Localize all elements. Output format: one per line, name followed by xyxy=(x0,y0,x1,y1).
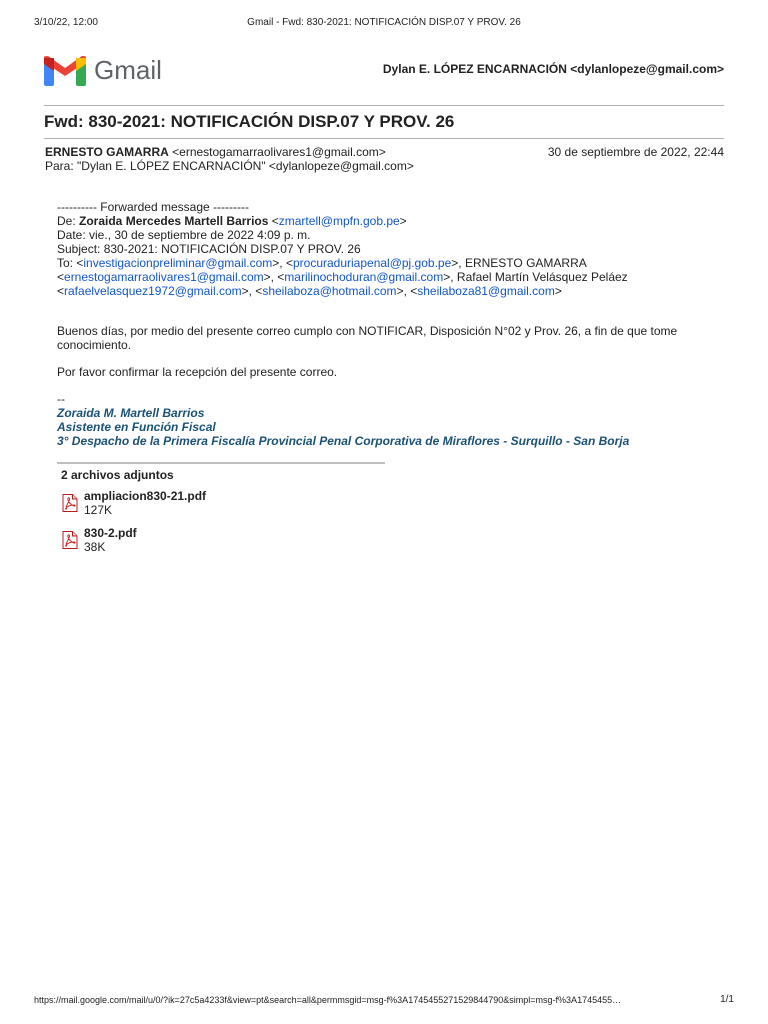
attachments-divider xyxy=(57,462,385,464)
gmail-wordmark: Gmail xyxy=(94,55,162,85)
message-date: 30 de septiembre de 2022, 22:44 xyxy=(547,145,724,159)
to-email-link-6[interactable]: sheilaboza@hotmail.com xyxy=(262,284,397,298)
forwarded-marker: ---------- Forwarded message --------- xyxy=(57,200,249,214)
attachment-size: 38K xyxy=(84,540,106,554)
attachment-item[interactable] xyxy=(62,526,262,556)
gmail-logo-icon xyxy=(44,56,86,86)
sender-name: ERNESTO GAMARRA xyxy=(45,145,169,159)
divider-top xyxy=(44,105,724,106)
from-label: De: xyxy=(57,214,80,228)
from-name: Zoraida Mercedes Martell Barrios xyxy=(79,214,269,228)
attachment-name[interactable]: ampliacion830-21.pdf xyxy=(84,489,207,503)
to-label: To: xyxy=(57,256,77,270)
body-paragraph-2: Por favor confirmar la recepción del presente correo. xyxy=(57,365,338,379)
signature-name: Zoraida M. Martell Barrios xyxy=(57,406,205,420)
attachment-name[interactable]: 830-2.pdf xyxy=(84,526,137,540)
pdf-icon xyxy=(62,494,78,512)
attachments-heading: 2 archivos adjuntos xyxy=(61,468,174,482)
signature-title: Asistente en Función Fiscal xyxy=(57,420,216,434)
forwarded-subject: Subject: 830-2021: NOTIFICACIÓN DISP.07 Y PROV. 26 xyxy=(57,242,361,256)
to-email-link-1[interactable]: investigacionpreliminar@gmail.com xyxy=(83,256,273,270)
signature-separator: -- xyxy=(57,392,65,406)
body-paragraph-1-line-2: conocimiento. xyxy=(57,338,132,352)
account-label: Dylan E. LÓPEZ ENCARNACIÓN <dylanlopeze@gmail.com> xyxy=(382,62,724,76)
from-email-link[interactable]: zmartell@mpfn.gob.pe xyxy=(278,214,400,228)
email-subject: Fwd: 830-2021: NOTIFICACIÓN DISP.07 Y PROV. 26 xyxy=(44,112,455,131)
attachment-item[interactable] xyxy=(62,489,262,519)
print-title: Gmail - Fwd: 830-2021: NOTIFICACIÓN DISP.07 Y PROV. 26 xyxy=(247,17,521,28)
print-datetime: 3/10/22, 12:00 xyxy=(34,17,98,28)
forwarded-date: Date: vie., 30 de septiembre de 2022 4:09 p. m. xyxy=(57,228,311,242)
forwarded-to-line-3: <rafaelvelasquez1972@gmail.com>, <sheilaboza@hotmail.com>, <sheilaboza81@gmail.com> xyxy=(57,284,562,298)
print-url: https://mail.google.com/mail/u/0/?ik=27c5a4233f&view=pt&search=all&permmsgid=msg-f%3A1745455271529844790&simpl=msg-f%3A1745455… xyxy=(34,995,622,1005)
forwarded-to-line-2: <ernestogamarraolivares1@gmail.com>, <marilinochoduran@gmail.com>, Rafael Martín Velásquez Peláez xyxy=(57,270,628,284)
forwarded-to-line-1: To: <investigacionpreliminar@gmail.com>, <procuraduriapenal@pj.gob.pe>, ERNESTO GAMARRA xyxy=(57,256,587,270)
attachment-size: 127K xyxy=(84,503,113,517)
print-page-number: 1/1 xyxy=(720,994,734,1005)
signature-office: 3° Despacho de la Primera Fiscalía Provincial Penal Corporativa de Miraflores - Surquillo - San Borja xyxy=(57,434,630,448)
recipient-line: Para: "Dylan E. LÓPEZ ENCARNACIÓN" <dylanlopeze@gmail.com> xyxy=(45,159,414,173)
to-name-3: ERNESTO GAMARRA xyxy=(464,256,587,270)
to-email-link-7[interactable]: sheilaboza81@gmail.com xyxy=(417,284,555,298)
sender-email: <ernestogamarraolivares1@gmail.com> xyxy=(172,145,386,159)
to-email-link-5[interactable]: rafaelvelasquez1972@gmail.com xyxy=(64,284,242,298)
body-paragraph-1-line-1: Buenos días, por medio del presente correo cumplo con NOTIFICAR, Disposición N°02 y Prov. 26, a fin de que tome xyxy=(57,324,678,338)
pdf-icon xyxy=(62,531,78,549)
to-email-link-2[interactable]: procuraduriapenal@pj.gob.pe xyxy=(292,256,452,270)
to-name-5: Rafael Martín Velásquez Peláez xyxy=(456,270,628,284)
to-email-link-3[interactable]: ernestogamarraolivares1@gmail.com xyxy=(64,270,264,284)
sender-line xyxy=(45,145,386,159)
forwarded-from: De: Zoraida Mercedes Martell Barrios <zmartell@mpfn.gob.pe> xyxy=(57,214,407,228)
to-email-link-4[interactable]: marilinochoduran@gmail.com xyxy=(284,270,444,284)
divider-subject xyxy=(44,138,724,139)
